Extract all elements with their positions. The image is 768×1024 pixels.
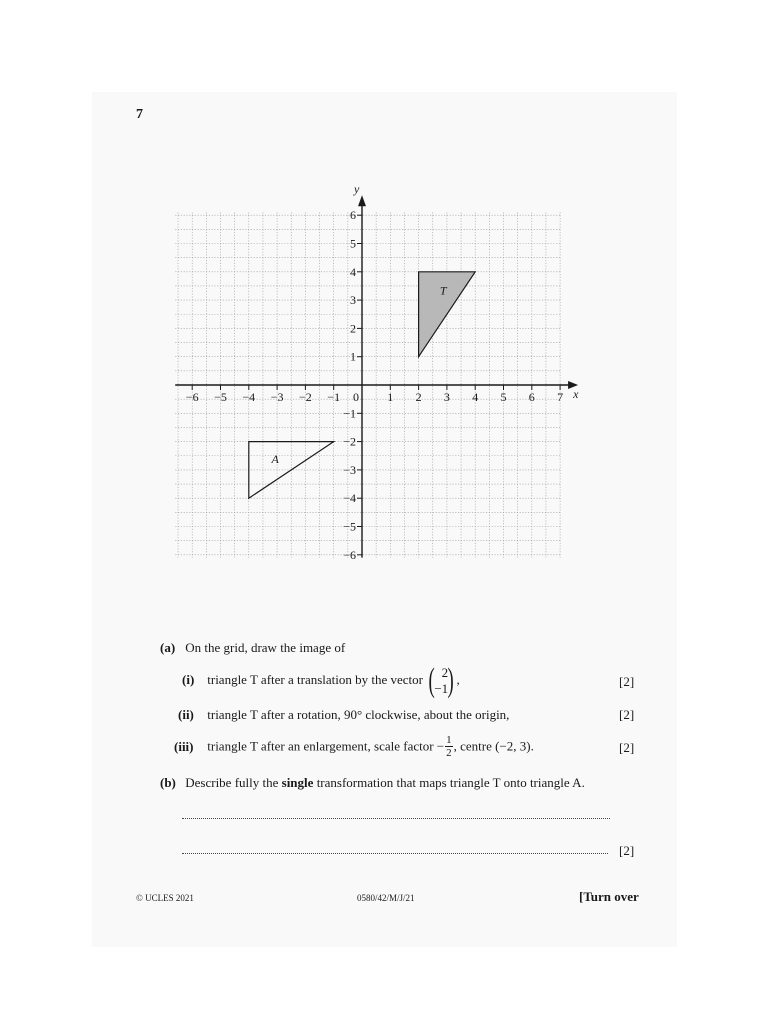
y-tick-label: 4 [350, 264, 356, 279]
part-a [160, 640, 345, 656]
x-tick-label: 3 [443, 390, 450, 404]
part-a-iii-label: (iii) [174, 738, 194, 754]
part-a-iii-text: triangle T after an enlargement, scale factor − [207, 738, 445, 754]
y-tick-label: −1 [343, 406, 356, 421]
x-tick-label: 2 [415, 390, 422, 404]
translation-vector: ( 2 −1 ) [428, 662, 454, 699]
vector-bottom: −1 [434, 681, 449, 696]
x-tick-label: 1 [387, 390, 394, 404]
y-tick-label: −3 [343, 462, 356, 477]
part-a-i-text-after: , [456, 671, 460, 687]
part-a-i-label: (i) [182, 671, 195, 687]
part-a-ii [178, 707, 509, 723]
x-axis-label: x [573, 387, 579, 401]
part-a-iii-marks: [2] [619, 740, 635, 755]
x-tick-label: −5 [214, 390, 227, 404]
y-tick-label: −2 [343, 434, 356, 449]
turn-over: [Turn over [579, 889, 639, 904]
x-tick-label: 4 [472, 390, 479, 404]
part-b-text-before: Describe fully the [185, 775, 282, 790]
y-axis-label: y [354, 182, 360, 197]
triangle-t-label: T [439, 283, 447, 298]
x-tick-label: −6 [185, 390, 199, 404]
part-a-iii [174, 734, 534, 759]
answer-line-2[interactable] [182, 853, 608, 854]
x-tick-label: 5 [500, 390, 507, 404]
part-b-text [185, 775, 585, 790]
part-a-text: On the grid, draw the image of [185, 640, 346, 655]
y-tick-label: −4 [343, 491, 356, 506]
y-tick-label: −6 [343, 547, 356, 562]
triangle-a-label: A [271, 451, 279, 466]
x-tick-label: −4 [242, 390, 256, 404]
part-b-marks: [2] [619, 843, 635, 858]
part-a-i [182, 664, 460, 698]
y-tick-label: 1 [350, 349, 356, 364]
x-tick-label: 7 [557, 390, 564, 404]
x-tick-label: −1 [327, 390, 341, 404]
y-tick-label: 6 [350, 208, 356, 223]
fraction-denominator: 2 [446, 747, 452, 759]
part-a-ii-label: (ii) [178, 707, 194, 722]
answer-line-1[interactable] [182, 818, 610, 819]
y-axis-arrow [358, 195, 366, 206]
part-a-ii-marks: [2] [619, 707, 635, 722]
origin-label: 0 [353, 390, 359, 404]
copyright: © UCLES 2021 [136, 893, 194, 903]
scale-factor-fraction [445, 734, 453, 759]
vector-top: 2 [441, 665, 449, 680]
part-a-i-text: triangle T after a translation by the vector [207, 671, 423, 687]
question-number: 7 [136, 107, 143, 122]
fraction-numerator: 1 [446, 734, 452, 746]
part-b-bold-word: single [281, 775, 314, 790]
part-a-i-marks: [2] [619, 674, 635, 689]
y-tick-label: −5 [343, 519, 356, 534]
x-tick-label: −3 [270, 390, 284, 404]
paper-code: 0580/42/M/J/21 [357, 893, 415, 903]
part-a-ii-text: triangle T after a rotation, 90° clockwise, about the origin, [207, 707, 510, 722]
part-b [160, 775, 585, 791]
y-tick-label: 5 [350, 236, 356, 251]
part-b-text-after: transformation that maps triangle T onto triangle A. [313, 775, 585, 790]
part-a-iii-text-after: , centre (−2, 3). [453, 738, 534, 754]
y-tick-label: 3 [350, 293, 356, 308]
x-tick-label: 6 [528, 390, 535, 404]
part-a-label: (a) [160, 640, 176, 655]
y-tick-label: 2 [350, 321, 356, 336]
part-b-label: (b) [160, 775, 176, 790]
x-tick-label: −2 [299, 390, 312, 404]
